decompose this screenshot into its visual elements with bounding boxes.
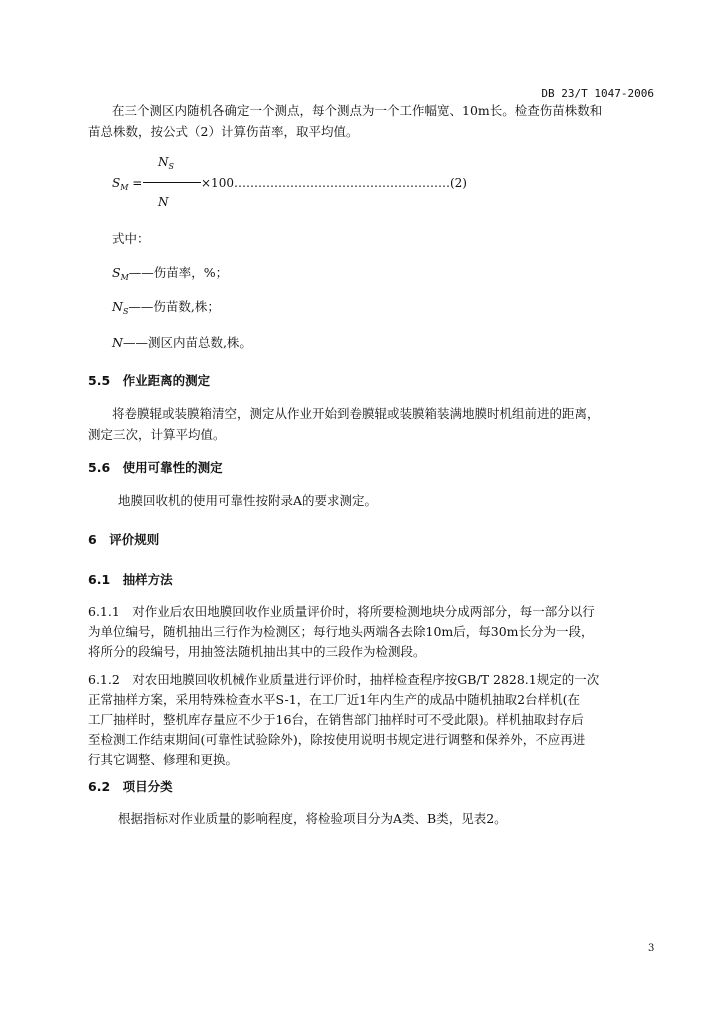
- section-6-1-2-line-1: 6.1.2 对农田地膜回收机械作业质量进行评价时，抽样检查程序按GB/T 2828.1规定的一次: [88, 672, 600, 687]
- section-6-1-1-line-2: 为单位编号，随机抽出三行作为检测区；每行地头两端各去除10m后，每30m长分为一段，: [88, 624, 594, 639]
- section-5-6-heading: 5.6 使用可靠性的测定: [88, 460, 223, 475]
- section-6-1-1-line-1: 6.1.1 对作业后农田地膜回收作业质量评价时，将所要检测地块分成两部分，每一部分以行: [88, 604, 595, 619]
- leader-dots: ………………………………………………: [233, 176, 450, 190]
- fraction-bar: [143, 182, 201, 183]
- formula-lhs: [112, 176, 142, 192]
- section-5-5-line-2: 测定三次，计算平均值。: [88, 427, 226, 442]
- where-item-sm: [112, 262, 228, 288]
- section-6-1-2-line-3: 工厂抽样时，整机库存量应不少于16台，在销售部门抽样时可不受此限)。样机抽取封存后: [88, 712, 584, 727]
- section-5-5-heading: 5.5 作业距离的测定: [88, 373, 211, 388]
- section-6-1-heading: 6.1 抽样方法: [88, 572, 173, 587]
- where-subscript: M: [120, 273, 129, 282]
- section-6-heading: 6 评价规则: [88, 532, 160, 547]
- section-5-6-line-1: 地膜回收机的使用可靠性按附录A的要求测定。: [118, 493, 378, 508]
- where-description: ——伤苗率，%；: [128, 265, 229, 280]
- section-6-1-2-line-4: 至检测工作结束期间(可靠性试验除外)，除按使用说明书规定进行调整和保养外，不应再进: [88, 732, 586, 747]
- where-description: ——伤苗数,株；: [128, 299, 220, 314]
- equation-number: (2): [449, 176, 467, 190]
- formula-denominator: N: [158, 195, 169, 209]
- lhs-subscript: M: [120, 183, 129, 192]
- section-6-2-heading: 6.2 项目分类: [88, 779, 173, 794]
- where-symbol: N: [112, 299, 123, 314]
- where-subscript: S: [122, 307, 129, 316]
- formula-multiplier: [201, 176, 467, 190]
- section-6-1-2-line-5: 行其它调整、修理和更换。: [88, 752, 239, 767]
- formula-numerator: [158, 155, 174, 171]
- section-5-5-line-1: 将卷膜辊或装膜箱清空，测定从作业开始到卷膜辊或装膜箱装满地膜时机组前进的距离，: [112, 406, 600, 421]
- where-title: 式中：: [112, 231, 150, 246]
- intro-line-2: 苗总株数，按公式（2）计算伤苗率，取平均值。: [88, 124, 359, 139]
- where-symbol: N: [112, 335, 123, 350]
- section-6-1-2-line-2: 正常抽样方案，采用特殊检查水平S-1，在工厂近1年内生产的成品中随机抽取2台样机(在: [88, 692, 580, 707]
- times-100: ×100: [201, 176, 234, 190]
- page-number: 3: [648, 943, 655, 954]
- numerator-subscript: S: [168, 162, 174, 171]
- document-header-id: DB 23/T 1047-2006: [541, 87, 654, 100]
- where-item-n: [112, 332, 252, 358]
- intro-line-1: 在三个测区内随机各确定一个测点，每个测点为一个工作幅宽、10m长。检查伤苗株数和: [112, 103, 603, 118]
- section-6-1-1-line-3: 将所分的段编号，用抽签法随机抽出其中的三段作为检测段。: [88, 644, 426, 659]
- where-item-ns: [112, 296, 220, 322]
- equals-sign: =: [132, 176, 143, 190]
- numerator-symbol: N: [158, 155, 169, 169]
- where-description: ——测区内苗总数,株。: [122, 335, 252, 350]
- where-symbol: S: [112, 265, 121, 280]
- section-6-2-line-1: 根据指标对作业质量的影响程度，将检验项目分为A类、B类，见表2。: [118, 811, 507, 826]
- lhs-symbol: S: [112, 176, 121, 190]
